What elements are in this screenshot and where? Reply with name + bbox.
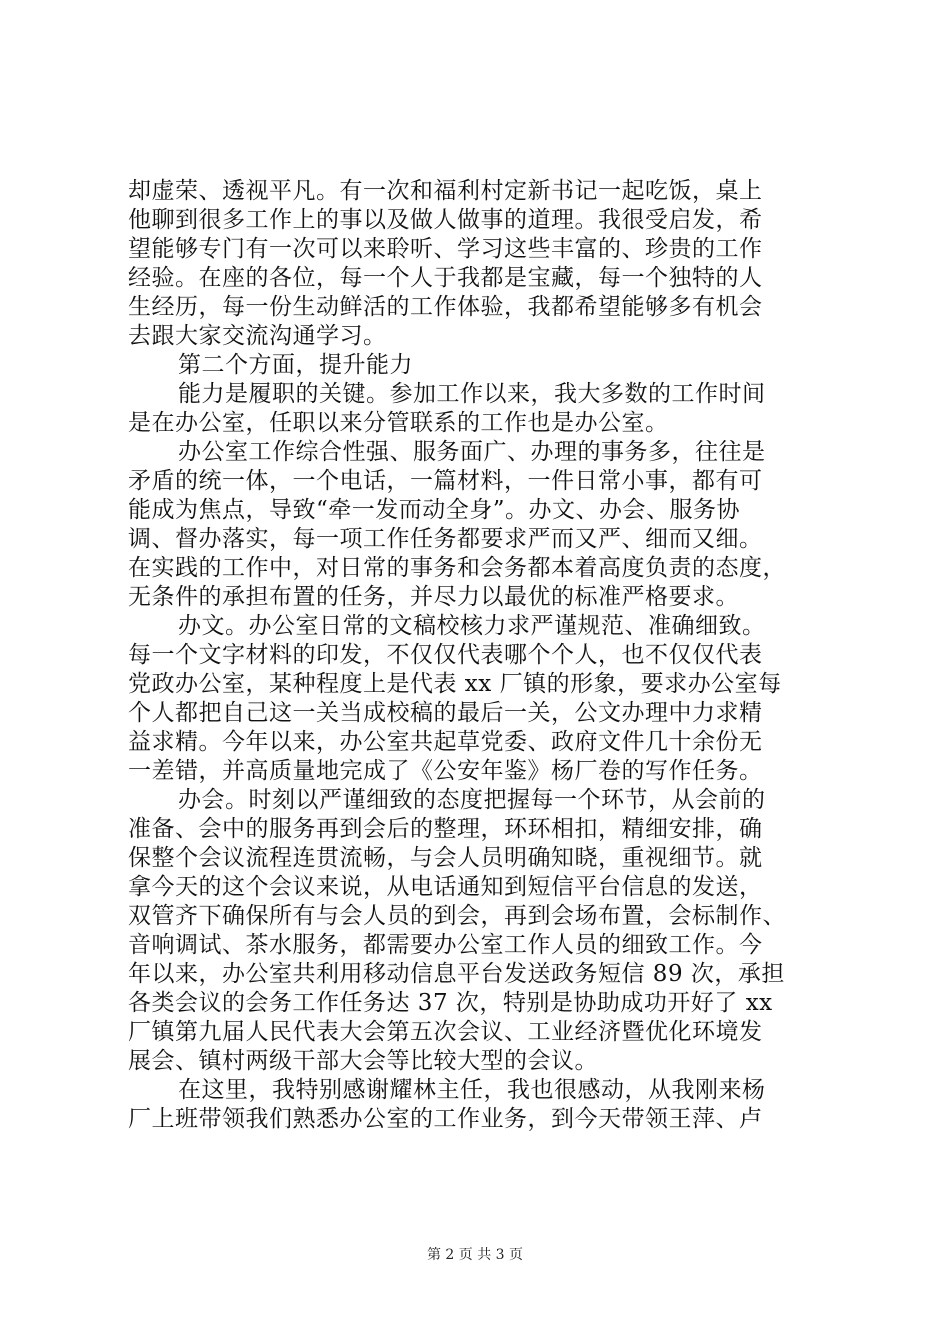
text-line: 办公室工作综合性强、服务面广、办理的事务多，往往是 <box>178 439 766 465</box>
page-footer <box>0 1246 950 1264</box>
text-line: 益求精。今年以来，办公室共起草党委、政府文件几十余份无 <box>128 729 763 755</box>
text-line: 展会、镇村两级干部大会等比较大型的会议。 <box>128 1048 598 1074</box>
text-line: 无条件的承担布置的任务，并尽力以最优的标准严格要求。 <box>128 584 739 610</box>
text-line: 党政办公室，某种程度上是代表 xx 厂镇的形象，要求办公室每 <box>128 671 782 697</box>
text-line: 能成为焦点，导致“牵一发而动全身”。办文、办会、服务协 <box>128 497 741 523</box>
section-heading: 第二个方面，提升能力 <box>178 352 413 378</box>
text-line: 准备、会中的服务再到会后的整理，环环相扣，精细安排，确 <box>128 816 763 842</box>
text-line: 生经历，每一份生动鲜活的工作体验，我都希望能够多有机会 <box>128 294 763 320</box>
text-line: 音响调试、茶水服务，都需要办公室工作人员的细致工作。今 <box>128 932 763 958</box>
text-line: 每一个文字材料的印发，不仅仅代表哪个个人，也不仅仅代表 <box>128 642 763 668</box>
text-line: 能力是履职的关键。参加工作以来，我大多数的工作时间 <box>178 381 766 407</box>
text-line: 在实践的工作中，对日常的事务和会务都本着高度负责的态度， <box>128 555 786 581</box>
text-line: 经验。在座的各位，每一个人于我都是宝藏，每一个独特的人 <box>128 265 763 291</box>
text-line: 调、督办落实，每一项工作任务都要求严而又严、细而又细。 <box>128 526 763 552</box>
text-line: 各类会议的会务工作任务达 37 次，特别是协助成功开好了 xx <box>128 990 773 1016</box>
text-line: 望能够专门有一次可以来聆听、学习这些丰富的、珍贵的工作 <box>128 236 763 262</box>
text-line: 是在办公室，任职以来分管联系的工作也是办公室。 <box>128 410 669 436</box>
text-line: 一差错，并高质量地完成了《公安年鉴》杨厂卷的写作任务。 <box>128 758 763 784</box>
text-line: 双管齐下确保所有与会人员的到会，再到会场布置，会标制作、 <box>128 903 786 929</box>
text-line: 年以来，办公室共利用移动信息平台发送政务短信 89 次，承担 <box>128 961 785 987</box>
text-line: 矛盾的统一体，一个电话，一篇材料，一件日常小事，都有可 <box>128 468 763 494</box>
text-line: 厂上班带领我们熟悉办公室的工作业务，到今天带领王萍、卢 <box>128 1106 763 1132</box>
text-line: 厂镇第九届人民代表大会第五次会议、工业经济暨优化环境发 <box>128 1019 763 1045</box>
text-line: 却虚荣、透视平凡。有一次和福利村定新书记一起吃饭，桌上 <box>128 178 763 204</box>
text-line: 他聊到很多工作上的事以及做人做事的道理。我很受启发，希 <box>128 207 763 233</box>
body-text <box>128 177 846 1134</box>
text-line: 在这里，我特别感谢耀林主任，我也很感动，从我刚来杨 <box>178 1077 766 1103</box>
text-line: 办文。办公室日常的文稿校核力求严谨规范、准确细致。 <box>178 613 766 639</box>
text-line: 拿今天的这个会议来说，从电话通知到短信平台信息的发送， <box>128 874 763 900</box>
text-line: 保整个会议流程连贯流畅，与会人员明确知晓，重视细节。就 <box>128 845 763 871</box>
page-number: 第 2 页 共 3 页 <box>426 1247 524 1263</box>
text-line: 去跟大家交流沟通学习。 <box>128 323 387 349</box>
text-line: 个人都把自己这一关当成校稿的最后一关，公文办理中力求精 <box>128 700 763 726</box>
text-line: 办会。时刻以严谨细致的态度把握每一个环节，从会前的 <box>178 787 766 813</box>
